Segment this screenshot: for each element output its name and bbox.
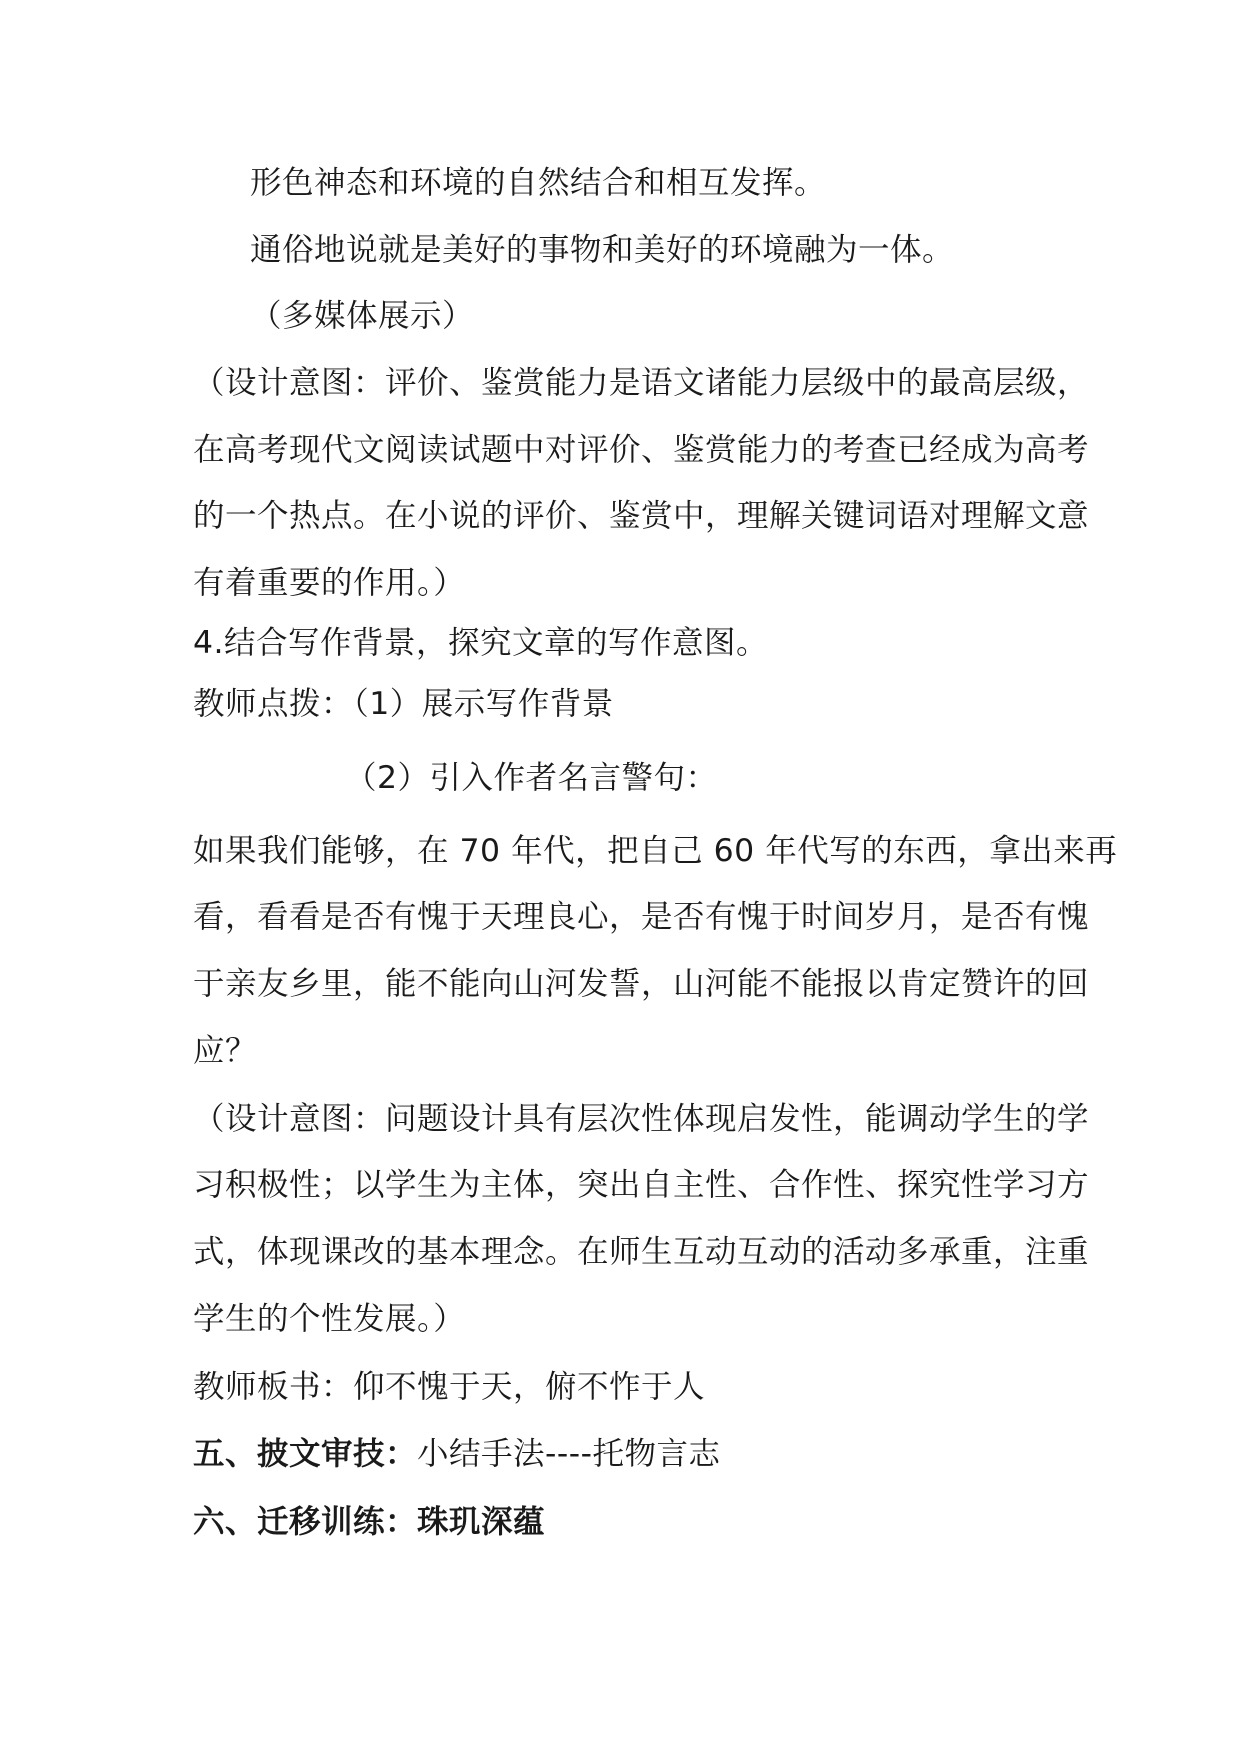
paragraph-line: 的一个热点。在小说的评价、鉴赏中，理解关键词语对理解文意 (193, 498, 1090, 534)
paragraph-line: 看，看看是否有愧于天理良心，是否有愧于时间岁月，是否有愧 (193, 899, 1090, 935)
paragraph-line: 应？ (193, 1033, 258, 1069)
paragraph-line: 形色神态和环境的自然结合和相互发挥。 (250, 165, 827, 201)
section-five-heading: 五、披文审技： (193, 1436, 418, 1472)
paragraph-line: 通俗地说就是美好的事物和美好的环境融为一体。 (250, 232, 955, 268)
paragraph-line: 教师点拨：（1）展示写作背景 (193, 686, 614, 722)
paragraph-line: 如果我们能够，在 70 年代，把自己 60 年代写的东西，拿出来再 (193, 833, 1118, 869)
paragraph-line: 于亲友乡里，能不能向山河发誓，山河能不能报以肯定赞许的回 (193, 966, 1090, 1002)
paragraph-line: 学生的个性发展。） (193, 1301, 466, 1337)
paragraph-line: 式，体现课改的基本理念。在师生互动互动的活动多承重，注重 (193, 1234, 1090, 1270)
section-six-heading: 六、迁移训练：珠玑深蕴 (193, 1504, 546, 1540)
paragraph-line: （设计意图：问题设计具有层次性体现启发性，能调动学生的学 (193, 1101, 1090, 1137)
section-five-text: 小结手法----托物言志 (417, 1436, 721, 1472)
paragraph-line: 在高考现代文阅读试题中对评价、鉴赏能力的考查已经成为高考 (193, 432, 1090, 468)
paragraph-line: 教师板书：仰不愧于天，俯不怍于人 (193, 1369, 706, 1405)
paragraph-line: （多媒体展示） (250, 298, 475, 334)
paragraph-line: （2）引入作者名言警句： (345, 760, 718, 796)
paragraph-line: 习积极性；以学生为主体，突出自主性、合作性、探究性学习方 (193, 1167, 1090, 1203)
paragraph-line: 4.结合写作背景，探究文章的写作意图。 (193, 625, 769, 661)
paragraph-line: 有着重要的作用。） (193, 565, 466, 601)
section-five (193, 1434, 720, 1474)
paragraph-line: （设计意图：评价、鉴赏能力是语文诸能力层级中的最高层级， (193, 365, 1090, 401)
